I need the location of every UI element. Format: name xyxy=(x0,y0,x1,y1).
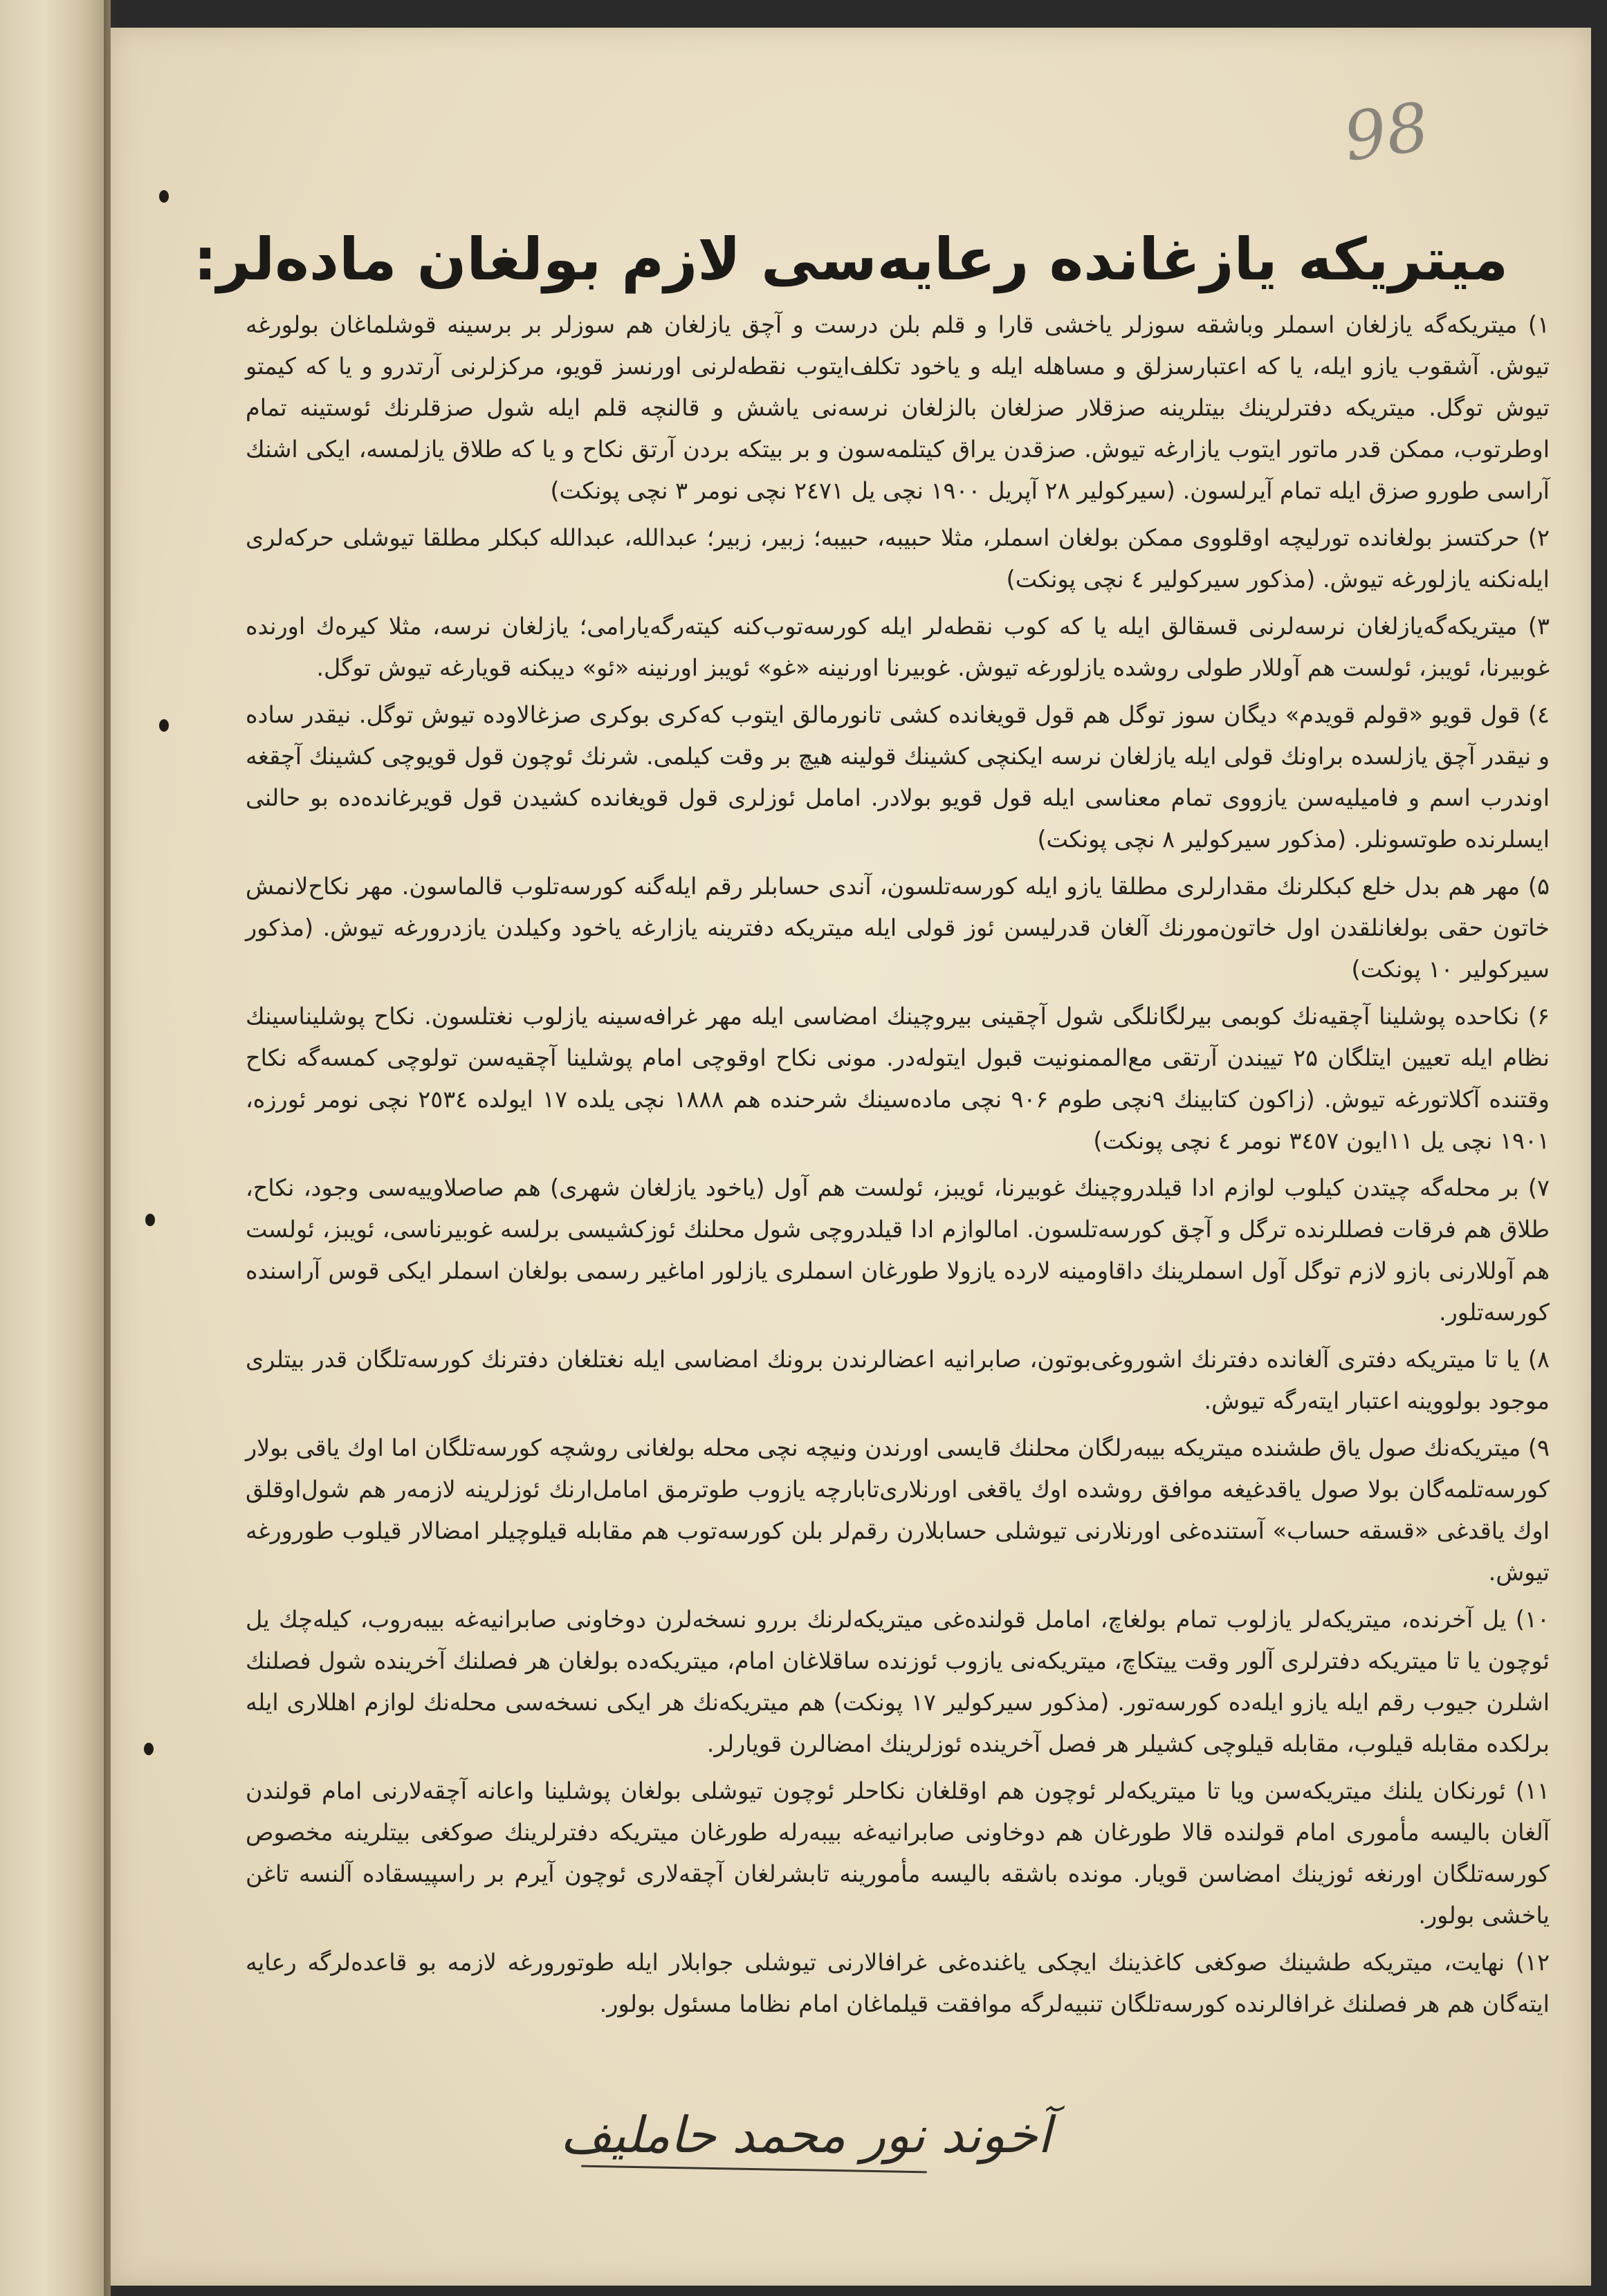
paragraph-7: ۷) بر محله‌گه چیتدن کیلوب لوازم ادا قیلدروچینك غوبیرنا، ئویبز، ئولست هم آول (یاخود یازلغان شهری) هم صاصلاوییه‌سی وجود، نکاح، طلاق هم فرقات فصللرنده ترگل و آچق کورسه‌تلسون. امالوازم ادا قیلدروچی شول محلنك ئوزکشیسی برلسه غوبیرناسی، ئویبز، ئولست هم آوللارنی بازو لازم توگل آول اسملرینك داقاومینه لارده یازولا طورغان اسملری یازلور اماغیر رسمی بولغان اسملر ایکی قوس آراسنده کورسه‌تلور. xyxy=(246,1174,1550,1326)
document-page xyxy=(111,28,1591,2286)
paragraph-11: ۱۱) ئورنکان یلنك میتریکه‌سن ویا تا میتریکه‌لر ئوچون هم اوقلغان نکاحلر ئوچون تیوشلی بولغان پوشلینا واعانه آچقه‌لارنی امام قولندن آلغان بالیسه مأموری امام قولنده قالا طورغان هم دوخاونی صابرانیه‌غه بیبه‌رله طورغان میتریکه دفترلرینك صوکغی بیتلرینه مخصوص کورسه‌تلگان اورنغه ئوزینك امضاسن قویار. مونده باشقه بالیسه مأمورینه تابشرلغان آچقه‌لاری ئوچون آیرم بر راسپیسقاده آلنسه تاغن یاخشی بولور. xyxy=(246,1777,1550,1929)
signature-underline xyxy=(581,2165,927,2174)
binding-hole xyxy=(145,1214,155,1226)
book-binding xyxy=(0,0,111,2296)
paragraph-2: ۲) حرکتسز بولغانده تورلیچه اوقلووی ممکن بولغان اسملر، مثلا حبیبه، حبیبه؛ زبیر، زبیر؛ عبدالله، عبدالله کبکلر مطلقا تیوشلی حرکه‌لری ایله‌نکنه یازلورغه تیوش. (مذکور سیرکولیر ٤ نچی پونکت) xyxy=(246,524,1550,593)
paragraph-10: ۱۰) یل آخرنده، میتریکه‌لر یازلوب تمام بولغاچ، امامل قولنده‌غی میتریکه‌لرنك بررو نسخه‌لرن دوخاونی صابرانیه‌غه بیبه‌روب، کیله‌چك یل ئوچون یا تا میتریکه دفترلری آلور وقت ییتکاچ، میتریکه‌نی یازوب ئوزنده ساقلاغان امام، میتریکه‌ده بولغان هر فصلنك آخرینده شول فصلنك اشلرن جیوب رقم ایله یازو ایله‌ده کورسه‌تور. (مذکور سیرکولیر ۱۷ پونکت) هم میتریکه‌نك هر ایکی نسخه‌سی محله‌نك لوازم اهللاری ایله برلکده مقابله قیلوب، مقابله قیلوچی کشیلر هر فصل آخرینده ئوزلرینك امضالرن قویارلر. xyxy=(246,1606,1550,1757)
binding-hole xyxy=(159,190,169,203)
document-body xyxy=(246,304,1550,2030)
page-number: 98 xyxy=(1339,88,1434,176)
paragraph-1: ۱) میتریکه‌گه یازلغان اسملر وباشقه سوزلر یاخشی قارا و قلم بلن درست و آچق یازلغان هم سوزلر بر برسینه قوشلماغان بولورغه تیوش. آشقوب یازو ایله، یا که اعتبارسزلق و مساهله ایله و یاخود تکلف‌ایتوب نقطه‌لرنی اورنسز قویو، مرکزلرنی آرتدرو و یا که کیمتو تیوش توگل. میتریکه دفترلرینك بیتلرینه صزقلار صزلغان بالزلغان نرسه‌نی یاشش و قالنچه قلم ایله شول صزقلرنك ئوستینه تمام اوطرتوب، ممکن قدر ماتور ایتوب یازارغه تیوش. صزقدن یراق کیتلمه‌سون و بر بیتکه بردن آرتق نکاح و یا که طلاق یازلمسه، ایکی اشنك آراسی طورو صزق ایله تمام آیرلسون. (سیرکولیر ۲۸ آپریل ۱۹۰۰ نچی یل ۲٤۷۱ نچی نومر ۳ نچی پونکت) xyxy=(246,311,1550,504)
binding-hole xyxy=(159,719,169,732)
signature: آخوند نور محمد حاملیف xyxy=(560,2106,1052,2164)
page-title: میتریکه یازغانده رعایه‌سی لازم بولغان ماده‌لر: xyxy=(193,225,1509,294)
paragraph-6: ۶) نکاحده پوشلینا آچقیه‌نك کوبمی بیرلگانلگی شول آچقینی بیروچینك امضاسی ایله مهر غرافه‌سینه یازلوب نغتلسون. نکاح پوشلیناسینك نظام ایله تعیین ایتلگان ۲۵ تییندن آرتقی مع‌الممنونیت قبول ایتوله‌در. مونی نکاح اوقوچی امام پوشلینا آچقیه‌سن تولوچی کمسه‌گه نکاح وقتنده آکلاتورغه تیوش. (زاکون کتابینك ۹نچی طوم ۹۰۶ نچی ماده‌سینك شرحنده هم ۱۸۸۸ نچی یلده ۱۷ ایولده ۲٥۳٤ نچی نومر ئورزه، ۱۹۰۱ نچی یل ۱۱ایون ۳٤٥۷ نومر ٤ نچی پونکت) xyxy=(246,1003,1550,1154)
paragraph-3: ۳) میتریکه‌گه‌یازلغان نرسه‌لرنی قسقالق ایله یا که کوب نقطه‌لر ایله کورسه‌توب‌کنه کیته‌رگه‌یارامی؛ یازلغان نرسه، مثلا کیره‌ك اورنده غوبیرنا، ئویبز، ئولست هم آوللار طولی روشده یازلورغه تیوش. غوبیرنا اورنینه «غو» ئویبز اورنینه «ئو» دیبکنه قویارغه تیوش توگل. xyxy=(246,613,1550,681)
paragraph-5: ۵) مهر هم بدل خلع کبکلرنك مقدارلری مطلقا یازو ایله کورسه‌تلسون، آندی حسابلر رقم ایله‌گنه کورسه‌تلوب قالماسون. مهر نکاح‌لانمش خاتون حقی بولغانلقدن اول خاتون‌مورنك آلغان قدرلیسن ئوز قولی ایله میتریکه دفترینه یازارغه یاخود وکیلدن یازدرورغه تیوش. (مذکور سیرکولیر ۱۰ پونکت) xyxy=(246,873,1550,983)
paragraph-8: ۸) یا تا میتریکه دفتری آلغانده دفترنك اشوروغی‌بوتون، صابرانیه اعضالرندن برونك امضاسی ایله نغتلغان دفترنك کورسه‌تلگان قدر بیتلری موجود بولووینه اعتبار ایته‌رگه تیوش. xyxy=(246,1346,1550,1414)
paragraph-12: ۱۲) نهایت، میتریکه طشینك صوکغی کاغذینك ایچکی یاغنده‌غی غرافالارنی تیوشلی جوابلار ایله طوتورورغه لازمه بو قاعده‌لرگه رعایه ایته‌گان هم هر فصلنك غرافالرنده کورسه‌تلگان تنبیه‌لرگه موافقت قیلماغان امام نظاما مسئول بولور. xyxy=(246,1949,1550,2017)
binding-hole xyxy=(144,1743,154,1755)
paragraph-9: ۹) میتریکه‌نك صول یاق طشنده میتریکه بیبه‌رلگان محلنك قایسی اورندن ونیچه نچی محله بولغانی روشچه کورسه‌تلگان اما اوك یاقی بولار کورسه‌تلمه‌گان بولا صول یاقدغیغه موافق روشده اوك یاقغی اورنلاری‌تابارچه یازوب طوترمق امامل‌ارنك ئوزلرینه لازمه‌ر هم شول‌اوقلق اوك یاقدغی «قسقه حساب» آستنده‌غی اورنلارنی تیوشلی حسابلارن رقم‌لر بلن کورسه‌توب هم مقابله قیلوچیلر امضالار قیلوب طورورغه تیوش. xyxy=(246,1434,1550,1586)
paragraph-4: ٤) قول قویو «قولم قویدم» دیگان سوز توگل هم قول قویغانده کشی تانورمالق ایتوب که‌کری بوکری صزغالاوده تیوش توگل. نیقدر ساده و نیقدر آچق یازلسده براونك قولی ایله یازلغان نرسه ایکنچی کشینك قولینه هیچ بر وقت کیلمی. شرنك ئوچون قول قویوچی کشینك آچقغه اوندرب اسم و فامیلیه‌سن یازووی تمام معناسی ایله قول قویو بولادر. امامل ئوزلری قول قویغانده کشیدن قول قویرغانده‌ده بو حالنی ایسلرنده طوتسونلر. (مذکور سیرکولیر ۸ نچی پونکت) xyxy=(246,701,1550,853)
